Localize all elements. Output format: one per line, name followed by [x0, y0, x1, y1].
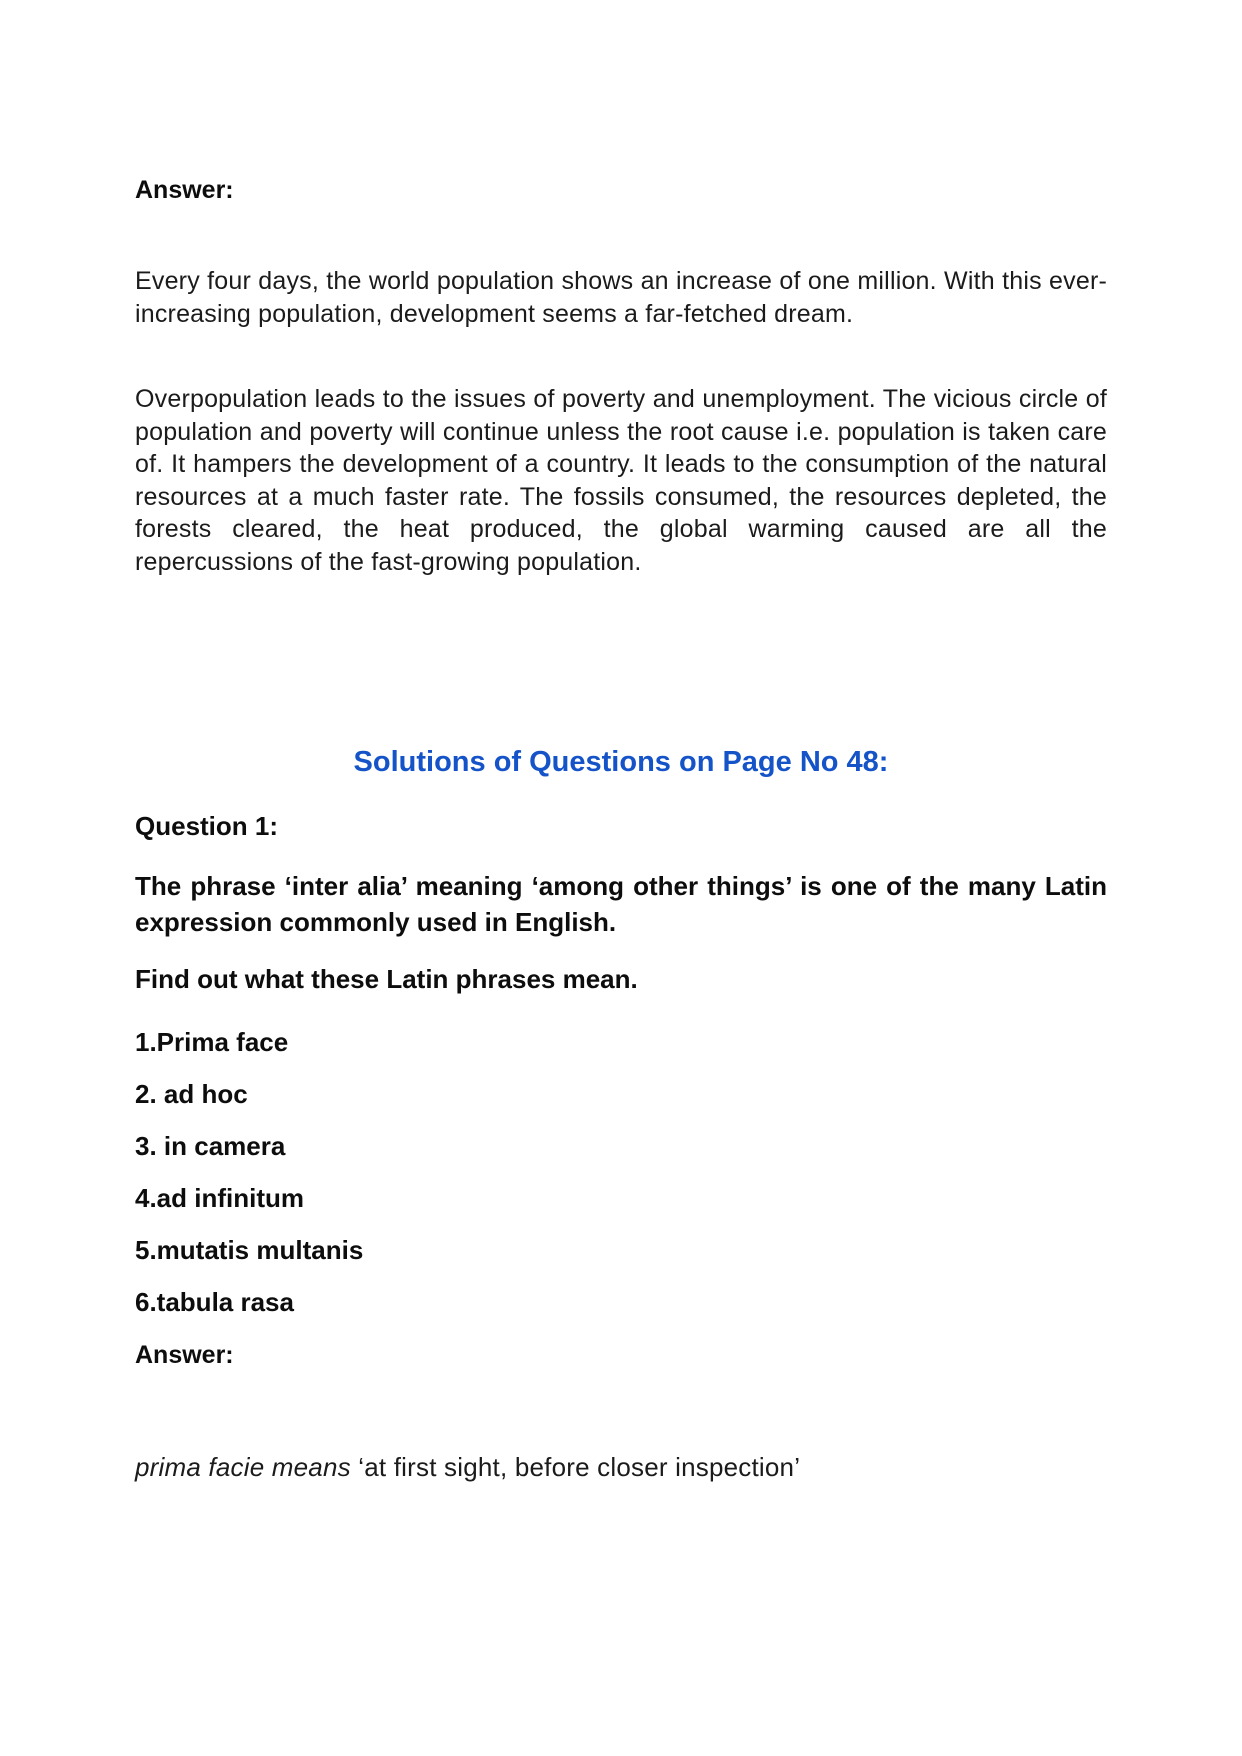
latin-phrases-list: [135, 1027, 1107, 1317]
latin-phrase-item-1: 1.Prima face: [135, 1027, 289, 1057]
question-1-label: Question 1:: [135, 811, 279, 841]
question-1-text: The phrase ‘inter alia’ meaning ‘among other things’ is one of the many Latin expression commonly used in English.: [135, 871, 1107, 937]
prima-facie-definition-text: ‘at first sight, before closer inspection’: [358, 1452, 801, 1482]
population-paragraph-1: Every four days, the world population shows an increase of one million. With this ever-increasing population, development seems a far-fetched dream.: [135, 267, 1107, 328]
answer-heading-1: Answer:: [135, 176, 234, 204]
latin-phrase-item-2: 2. ad hoc: [135, 1079, 248, 1109]
latin-phrase-item-4: 4.ad infinitum: [135, 1183, 304, 1213]
question-1-instruction: Find out what these Latin phrases mean.: [135, 964, 638, 994]
latin-phrase-item-6: 6.tabula rasa: [135, 1287, 294, 1317]
population-paragraph-2: Overpopulation leads to the issues of poverty and unemployment. The vicious circle of population and poverty will continue unless the root cause i.e. population is taken care of. It hampers the development of a country. It leads to the consumption of the natural resources at a much faster rate. The fossils consumed, the resources depleted, the forests cleared, the heat produced, the global warming caused are all the repercussions of the fast-growing population.: [135, 385, 1107, 576]
latin-phrase-item-5: 5.mutatis multanis: [135, 1235, 364, 1265]
prima-facie-italic-text: prima facie means: [135, 1452, 351, 1482]
prima-facie-answer: [135, 1452, 1107, 1483]
answer-heading-2: Answer:: [135, 1341, 234, 1369]
section-heading-page-48: Solutions of Questions on Page No 48:: [353, 746, 889, 778]
latin-phrase-item-3: 3. in camera: [135, 1131, 286, 1161]
